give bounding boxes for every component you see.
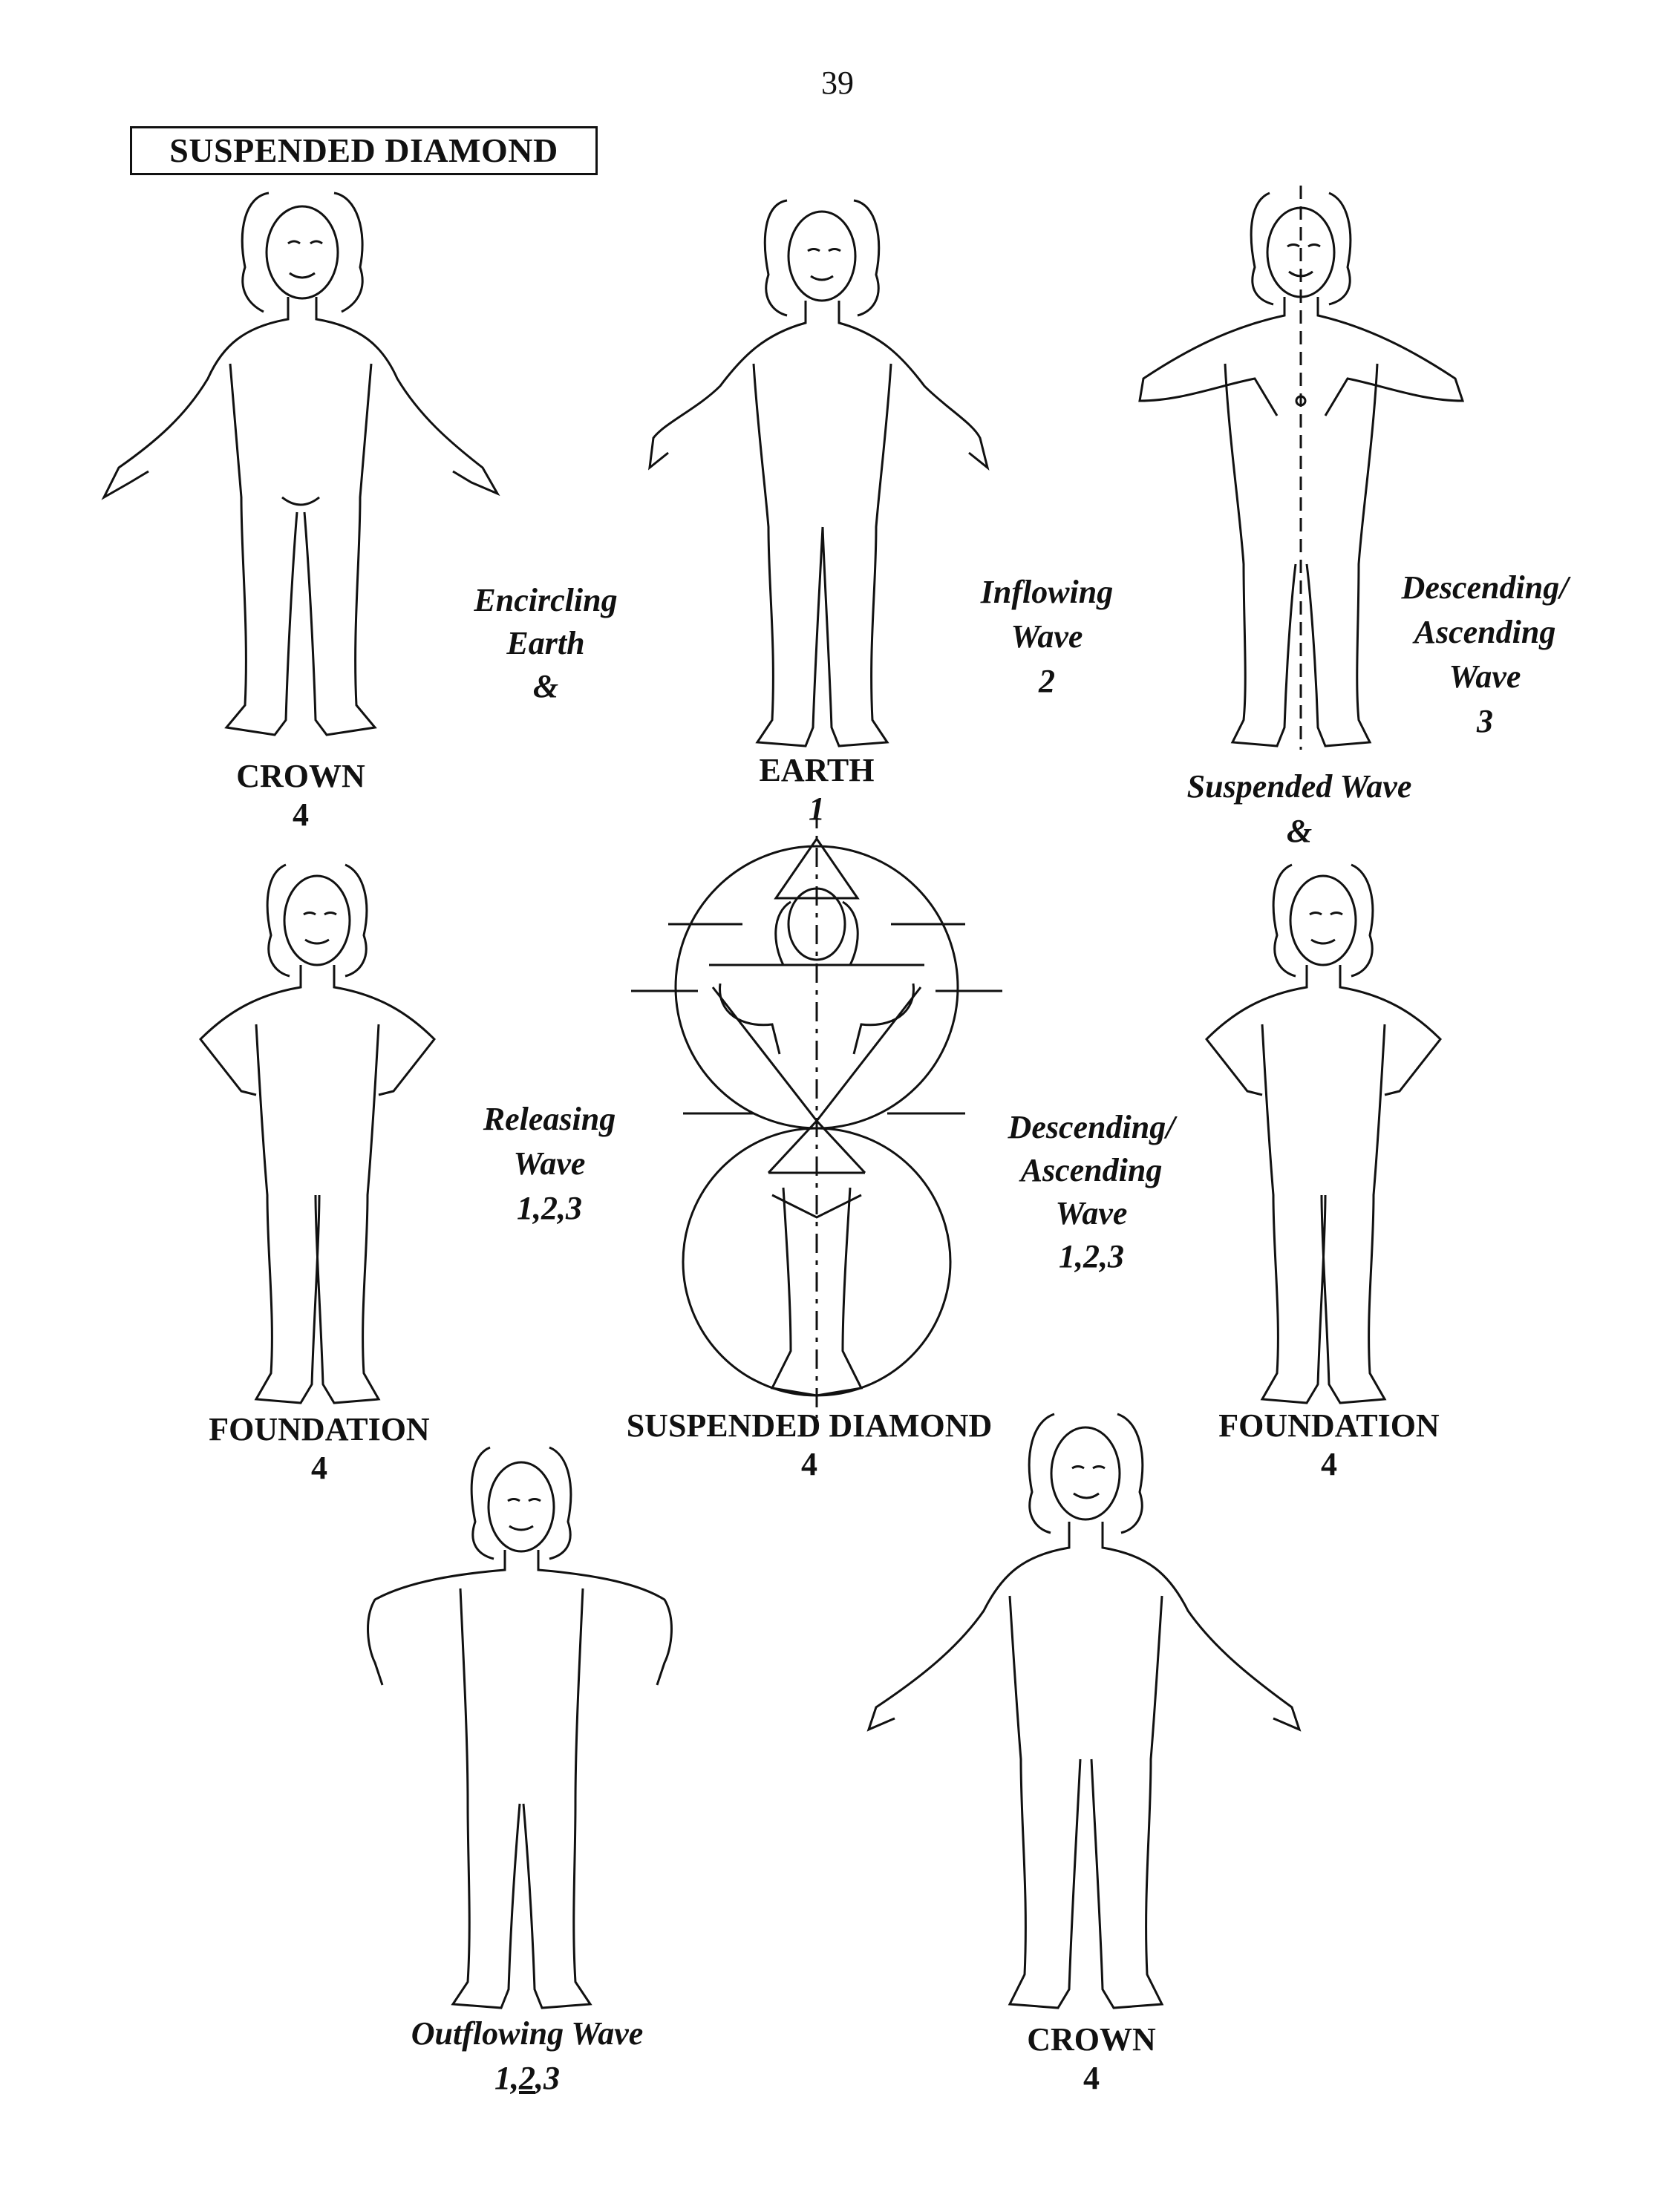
- figure-crown-bottom-label: [987, 2020, 1195, 2098]
- wave-line: 2: [1039, 663, 1055, 699]
- wave-line: Inflowing: [980, 574, 1114, 610]
- wave-label-inflowing: [943, 570, 1151, 704]
- wave-line: Encircling: [474, 582, 618, 618]
- figure-crown-top-label: [197, 757, 405, 834]
- figure-name: CROWN: [236, 758, 365, 794]
- wave-line: Ascending: [1414, 614, 1556, 650]
- wave-label-suspended: [1158, 765, 1440, 854]
- figure-step: 4: [1321, 1446, 1337, 1482]
- wave-line: Descending/: [1401, 569, 1569, 606]
- wave-line-numbers: [371, 2056, 683, 2101]
- wave-line: 1,2,3: [517, 1190, 582, 1226]
- figure-name: SUSPENDED DIAMOND: [626, 1407, 993, 1444]
- wave-line: &: [532, 668, 559, 704]
- wave-line: Earth: [506, 625, 585, 661]
- wave-label-outflowing: [371, 2012, 683, 2101]
- figure-step: 4: [311, 1450, 327, 1486]
- wave-line: 1,2,3: [1059, 1238, 1124, 1274]
- wave-line: 3: [1477, 703, 1493, 739]
- wave-line: Wave: [513, 1145, 586, 1182]
- wave-line: &: [1286, 813, 1313, 849]
- wave-line: Wave: [1055, 1195, 1128, 1231]
- wave-label-releasing: [453, 1097, 646, 1231]
- wave-label-encircling: [438, 579, 653, 708]
- wave-label-descending-top: [1359, 566, 1611, 744]
- figure-foundation-right: [1173, 854, 1470, 1418]
- figure-step: 4: [801, 1446, 817, 1482]
- wave-line: Suspended Wave: [1186, 768, 1412, 805]
- wave-line: Wave: [1010, 618, 1083, 655]
- figure-outflowing: [349, 1433, 690, 2012]
- figure-name: EARTH: [759, 752, 875, 788]
- wave-line: Releasing: [483, 1101, 616, 1137]
- figure-name: FOUNDATION: [1218, 1407, 1440, 1444]
- wave-number: 1,: [494, 2060, 519, 2096]
- wave-line: Wave: [1449, 658, 1521, 695]
- wave-number-underlined: 2: [519, 2060, 535, 2096]
- page-number: 39: [821, 65, 854, 101]
- figure-step: 4: [1083, 2060, 1100, 2096]
- wave-line: Descending/: [1008, 1109, 1175, 1145]
- figure-name: FOUNDATION: [209, 1411, 430, 1447]
- figure-step: 1: [809, 791, 825, 827]
- wave-line: Outflowing Wave: [411, 2015, 644, 2052]
- figure-foundation-left: [167, 854, 464, 1418]
- figure-crown-bottom: [861, 1403, 1307, 2049]
- wave-number: ,3: [535, 2060, 560, 2096]
- wave-line: Ascending: [1020, 1152, 1163, 1188]
- figure-step: 4: [293, 796, 309, 833]
- section-title: SUSPENDED DIAMOND: [130, 126, 598, 175]
- figure-name: CROWN: [1027, 2021, 1156, 2058]
